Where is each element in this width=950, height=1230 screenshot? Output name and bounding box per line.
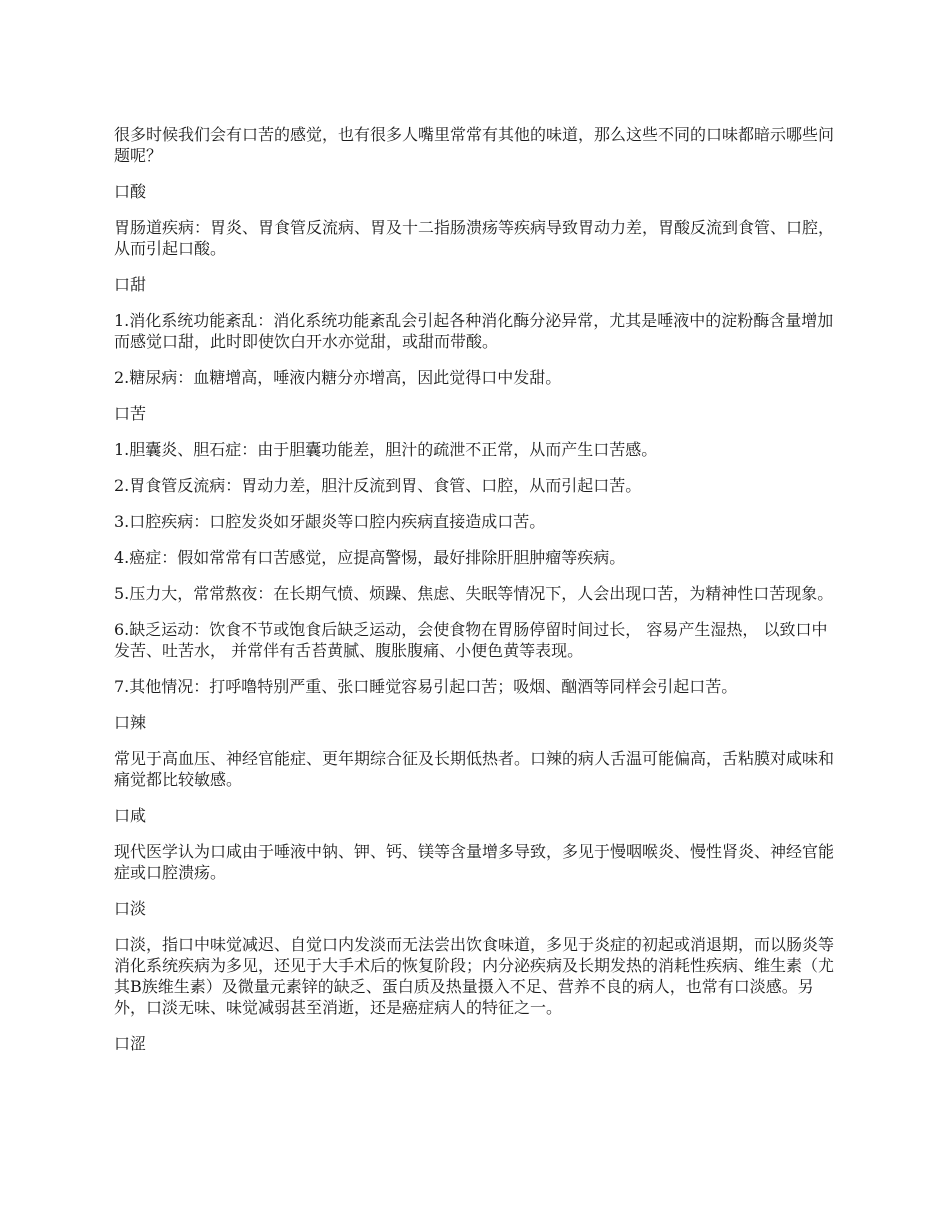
- section-heading-astringent: 口涩: [114, 1034, 147, 1053]
- section-heading-sour: 口酸: [114, 182, 147, 201]
- paragraph: 现代医学认为口咸由于唾液中钠、钾、钙、镁等含量增多导致，多见于慢咽喉炎、慢性肾炎、神经官能症或口腔溃疡。: [114, 842, 835, 882]
- paragraph: 口淡，指口中味觉减迟、自觉口内发淡而无法尝出饮食味道，多见于炎症的初起或消退期，而以肠炎等消化系统疾病为多见，还见于大手术后的恢复阶段；内分泌疾病及长期发热的消耗性疾病、维生素（尤其B族维生素）及微量元素锌的缺乏、蛋白质及热量摄入不足、营养不良的病人，也常有口淡感。另外，口淡无味、味觉减弱甚至消逝，还是癌症病人的特征之一。: [114, 935, 835, 1017]
- section-heading-spicy: 口辣: [114, 713, 147, 732]
- paragraph: 3.口腔疾病：口腔发炎如牙龈炎等口腔内疾病直接造成口苦。: [114, 512, 546, 531]
- paragraph: 胃肠道疾病：胃炎、胃食管反流病、胃及十二指肠溃疡等疾病导致胃动力差，胃酸反流到食管、口腔，从而引起口酸。: [114, 218, 835, 258]
- paragraph: 1.消化系统功能紊乱：消化系统功能紊乱会引起各种消化酶分泌异常，尤其是唾液中的淀粉酶含量增加而感觉口甜，此时即使饮白开水亦觉甜，或甜而带酸。: [114, 311, 834, 351]
- paragraph: 7.其他情况：打呼噜特别严重、张口睡觉容易引起口苦；吸烟、酗酒等同样会引起口苦。: [114, 677, 738, 696]
- paragraph: 1.胆囊炎、胆石症：由于胆囊功能差，胆汁的疏泄不正常，从而产生口苦感。: [114, 440, 658, 459]
- section-heading-bitter: 口苦: [114, 404, 147, 423]
- section-heading-sweet: 口甜: [114, 275, 147, 294]
- paragraph: 常见于高血压、神经官能症、更年期综合征及长期低热者。口辣的病人舌温可能偏高，舌粘膜对咸味和痛觉都比较敏感。: [114, 749, 835, 789]
- document-body: [114, 124, 842, 1069]
- section-heading-salty: 口咸: [114, 806, 147, 825]
- intro-paragraph: 很多时候我们会有口苦的感觉，也有很多人嘴里常常有其他的味道，那么这些不同的口味都暗示哪些问题呢？: [114, 125, 835, 165]
- section-heading-bland: 口淡: [114, 899, 147, 918]
- paragraph: 4.癌症：假如常常有口苦感觉，应提高警惕，最好排除肝胆肿瘤等疾病。: [114, 548, 626, 567]
- paragraph: 5.压力大，常常熬夜：在长期气愤、烦躁、焦虑、失眠等情况下，人会出现口苦，为精神性口苦现象。: [114, 584, 834, 603]
- paragraph: 2.胃食管反流病：胃动力差，胆汁反流到胃、食管、口腔，从而引起口苦。: [114, 476, 642, 495]
- paragraph: 6.缺乏运动：饮食不节或饱食后缺乏运动，会使食物在胃肠停留时间过长， 容易产生湿热， 以致口中发苦、吐苦水， 并常伴有舌苔黄腻、腹胀腹痛、小便色黄等表现。: [114, 620, 828, 660]
- paragraph: 2.糖尿病：血糖增高，唾液内糖分亦增高，因此觉得口中发甜。: [114, 368, 562, 387]
